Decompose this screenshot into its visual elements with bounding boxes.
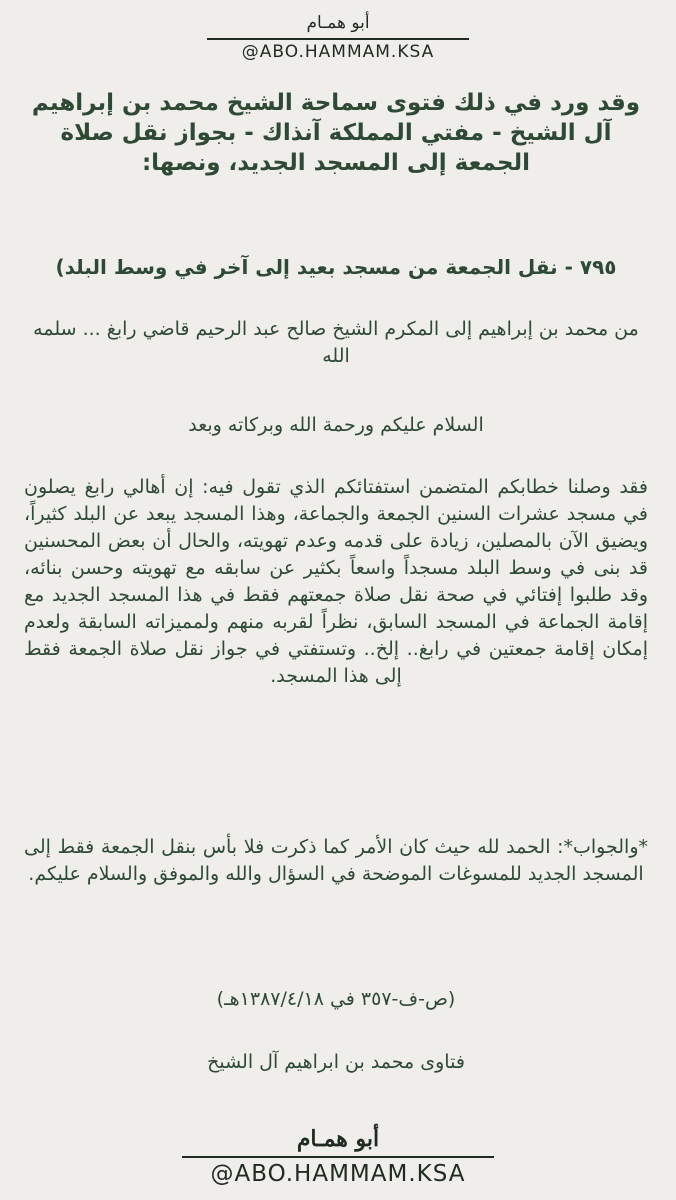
footer-branding	[0, 1124, 676, 1190]
letter-address: من محمد بن إبراهيم إلى المكرم الشيخ صالح عبد الرحيم قاضي رابغ ... سلمه الله	[33, 318, 639, 367]
brand-handle: @ABO.HAMMAM.KSA	[210, 1161, 466, 1187]
answer-paragraph: *والجواب*: الحمد لله حيث كان الأمر كما ذكرت فلا بأس بنقل الجمعة فقط إلى المسجد الجديد للمسوغات الموضحة في السؤال والله والموفق والسلام عليكم.	[24, 836, 648, 885]
header-branding	[0, 10, 676, 64]
fatwa-reference: (ص-ف-٣٥٧ في ١٣٨٧/٤/١٨هـ)	[216, 988, 456, 1010]
letter-salutation: السلام عليكم ورحمة الله وبركاته وبعد	[188, 414, 484, 436]
fatwa-source: فتاوى محمد بن ابراهيم آل الشيخ	[207, 1051, 465, 1073]
brand-name: أبو همـام	[296, 1126, 380, 1152]
intro-paragraph: وقد ورد في ذلك فتوى سماحة الشيخ محمد بن إبراهيم آل الشيخ - مفتي المملكة آنذاك - بجواز نقل صلاة الجمعة إلى المسجد الجديد، ونصها:	[31, 90, 641, 176]
fatwa-title: ٧٩٥ - نقل الجمعة من مسجد بعيد إلى آخر في وسط البلد)	[55, 255, 617, 279]
question-paragraph: فقد وصلنا خطابكم المتضمن استفتائكم الذي تقول فيه: إن أهالي رابغ يصلون في مسجد عشرات السنين الجمعة والجماعة، وهذا المسجد يبعد عن البلد كثيراً، ويضيق الآن بالمصلين، زيادة على قدمه وعدم تهويته، والحال أن بعض المحسنين قد بنى في وسط البلد مسجداً واسعاً بكثير عن سابقه مع تهويته وحسن بنائه، وقد طلبوا إفتائي في صحة نقل صلاة جمعتهم فقط في هذا المسجد الجديد مع إقامة الجماعة في المسجد السابق، نظراً لقربه منهم ولمميزاته السابقة ولعدم إمكان إقامة جمعتين في رابغ.. إلخ.. وتستفتي في جواز نقل صلاة الجمعة فقط إلى هذا المسجد.	[24, 476, 648, 687]
brand-handle: @ABO.HAMMAM.KSA	[241, 42, 435, 62]
brand-name: أبو همـام	[306, 13, 370, 33]
